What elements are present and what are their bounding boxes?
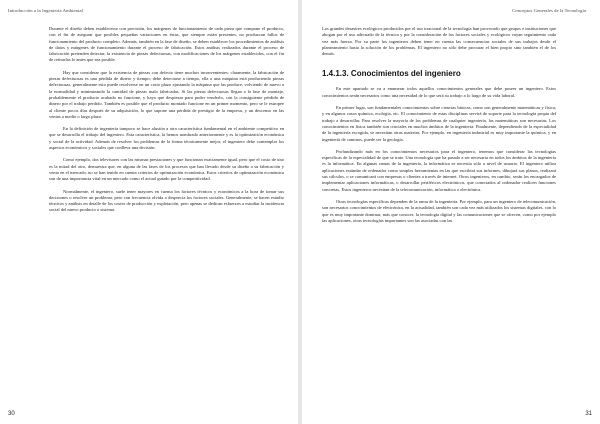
paragraph: Los grandes desastres ecológicos producidos por el uso irracional de la tecnología han provocado que grupos e instituciones que abogan por el uso adecuado de la técnica y por la consideración de los factores sociales y ecológicos vayan seguimiento cada vez más fuerza. Por su parte los ingenieros deben tener en cuenta las consecuencias sociales de sus trabajos desde el planteamiento hasta la solución de los problemas. El ingeniero no sólo debe procurar el bien propio sino también el de los demás. xyxy=(322,26,556,57)
page-number: 31 xyxy=(585,411,592,417)
right-page xyxy=(302,0,600,424)
paragraph: En primer lugar, son fundamentales conocimientos sobre ciencias básicas, como son generalmente matemáticas y física, y en algunos casos química, ecología, etc. El conocimiento de estas disciplinas servirá de soporte para la tecnología propia del trabajo a desarrollar. Para resolver la mayoría de los problemas de cualquier ingeniería, las matemáticas son necesarias. Los conocimientos en física también son cruciales en muchos ámbitos de la ingeniería. Finalmente, dependiendo de la especialidad de la ingeniería escogida, se necesitan otras materias. Por ejemplo, en ingeniería industrial es muy importante la química, y en ingeniería de caminos, puede ser la geología. xyxy=(322,105,556,142)
paragraph: Como ejemplo, dos televisores con las mismas prestaciones y que funcionan exactamente igual, pero que el costo de uno es la mitad del otro, demuestra que, en alguna de las fases de los procesos que han llevado desde su diseño a su fabricación y venta en el mercado, no se han tenido en cuenta criterios de optimización económica. Estos criterios de optimización económica son de una importancia vital en un mercado como el actual guiado por la competitividad. xyxy=(49,157,284,182)
paragraph: Otras tecnologías específicas dependen de la rama de la ingeniería. Por ejemplo, para un ingeniero de telecomunicación, son necesarios conocimientos de electrónica, en la actualidad, también son cada vez más utilizados los sistemas digitales, con lo que es muy importante dominar, más que conocer, la tecnología digital y las comunicaciones que se ofrecen, como por ejemplo las aplicaciones, otras tecnologías importantes son las asociadas con las xyxy=(322,198,556,223)
paragraph: Durante el diseño deben establecerse con precisión, los márgenes de funcionamiento de cada pieza que compone el producto, con el fin de asegurar que posibles pequeñas variaciones en éstas, que siempre están presentes, no produzcan fallos de funcionamiento del producto completo. Además, también en la fase de diseño, se deben establecer los procedimientos de análisis de datos y márgenes de funcionamiento durante el proceso de fabricación. Estos análisis realizados durante el proceso de fabricación pretenden detectar, la existencia de piezas defectuosas, con modificaciones de los márgenes establecidos, con el fin de retirarlas lo antes que sea posible. xyxy=(49,26,284,63)
paragraph: Normalmente, el ingeniero, suele tener mayores en cuenta los factores técnicos y económicos a la hora de tomar sus decisiones o resolver un problema, pero con frecuencia olvida o desprecia los factores sociales. Generalmente, se hacen estudio técnicos y análisis en detalle de los costes de producción y explotación, pero apenas se dedican esfuerzos a estudiar la incidencia social del nuevo producto o sistema. xyxy=(49,188,284,213)
paragraph: En la definición de ingeniería tampoco se hace alusión a otra característica fundamental en el ambiente competitivo en que se desarrolla el trabajo del ingeniero. Esta característica, la hemos nombrado anteriormente y es la optimización económica y social de la actividad. Además de resolver los problemas de la forma técnicamente mejor, el ingeniero debe contemplar los aspectos económicos y sociales que conlleva una decisión. xyxy=(49,126,284,151)
paragraph: Profundizando más en los conocimientos necesarios para el ingeniero, tenemos que considerar las tecnologías específicas de la especialidad de que se trate. Una tecnología que ha pasado a ser necesaria en todos los ámbitos de la ingeniería es la informática. En algunas ramas de la ingeniería, la informática se necesita sólo a nivel de usuario. El ingeniero utiliza aplicaciones estándar de ordenador como simples herramientas en las que escribirá sus informes, dibujará sus planos, realizará sus cálculos, o se comunicará con empresas o clientes a través de internet. Otros ingenieros, en cambio, serán los encargados de implementar aplicaciones informáticas, o desarrollar periféricos electrónicos, que conectados al ordenador realicen funciones concretas. Estos ingenieros necesitan de la telecomunicación, informática o electrónica. xyxy=(322,148,556,192)
section-heading: 1.4.1.3. Conocimientos del ingeniero xyxy=(322,69,461,79)
paragraph: Hay que considerar que la existencia de piezas con defecto tiene muchos inconvenientes: claramente, la fabricación de piezas defectuosas es una pérdida de dinero y tiempo; debe detectarse a tiempo, ella o una máquina está produciendo piezas defectuosas, generalmente esto puede resolverse en un corto plazo ajustando la máquina que las produce, volviendo de nuevo a la normalidad y minimizando la cantidad de piezas malo fabricadas. Si las piezas defectuosas llegan a la fase de montaje, probablemente el producto acabado no funcione, y haya que despiezar para poder venderlo, con la consiguiente pérdida de dinero por el trabajo perdido. También es posible que el producto montado funcione en un primer momento, pero se le estropee al cliente pocos días después de su adquisición, lo que supone una pérdida de prestigio de la empresa, y un descenso en las ventas a medio o largo plazo. xyxy=(49,69,284,119)
page-number: 30 xyxy=(8,411,15,417)
running-header: Introducción a la Ingeniería Ambiental xyxy=(8,8,83,13)
paragraph: En este apartado se va a enumerar todos aquellos conocimientos generales que debe poseer un ingeniero. Estos conocimientos serán necesarios como una necesidad de lo que será su trabajo a lo largo de su vida laboral. xyxy=(322,86,556,98)
left-page xyxy=(0,0,298,424)
running-header: Conceptos Generales de la Tecnología xyxy=(512,8,586,13)
